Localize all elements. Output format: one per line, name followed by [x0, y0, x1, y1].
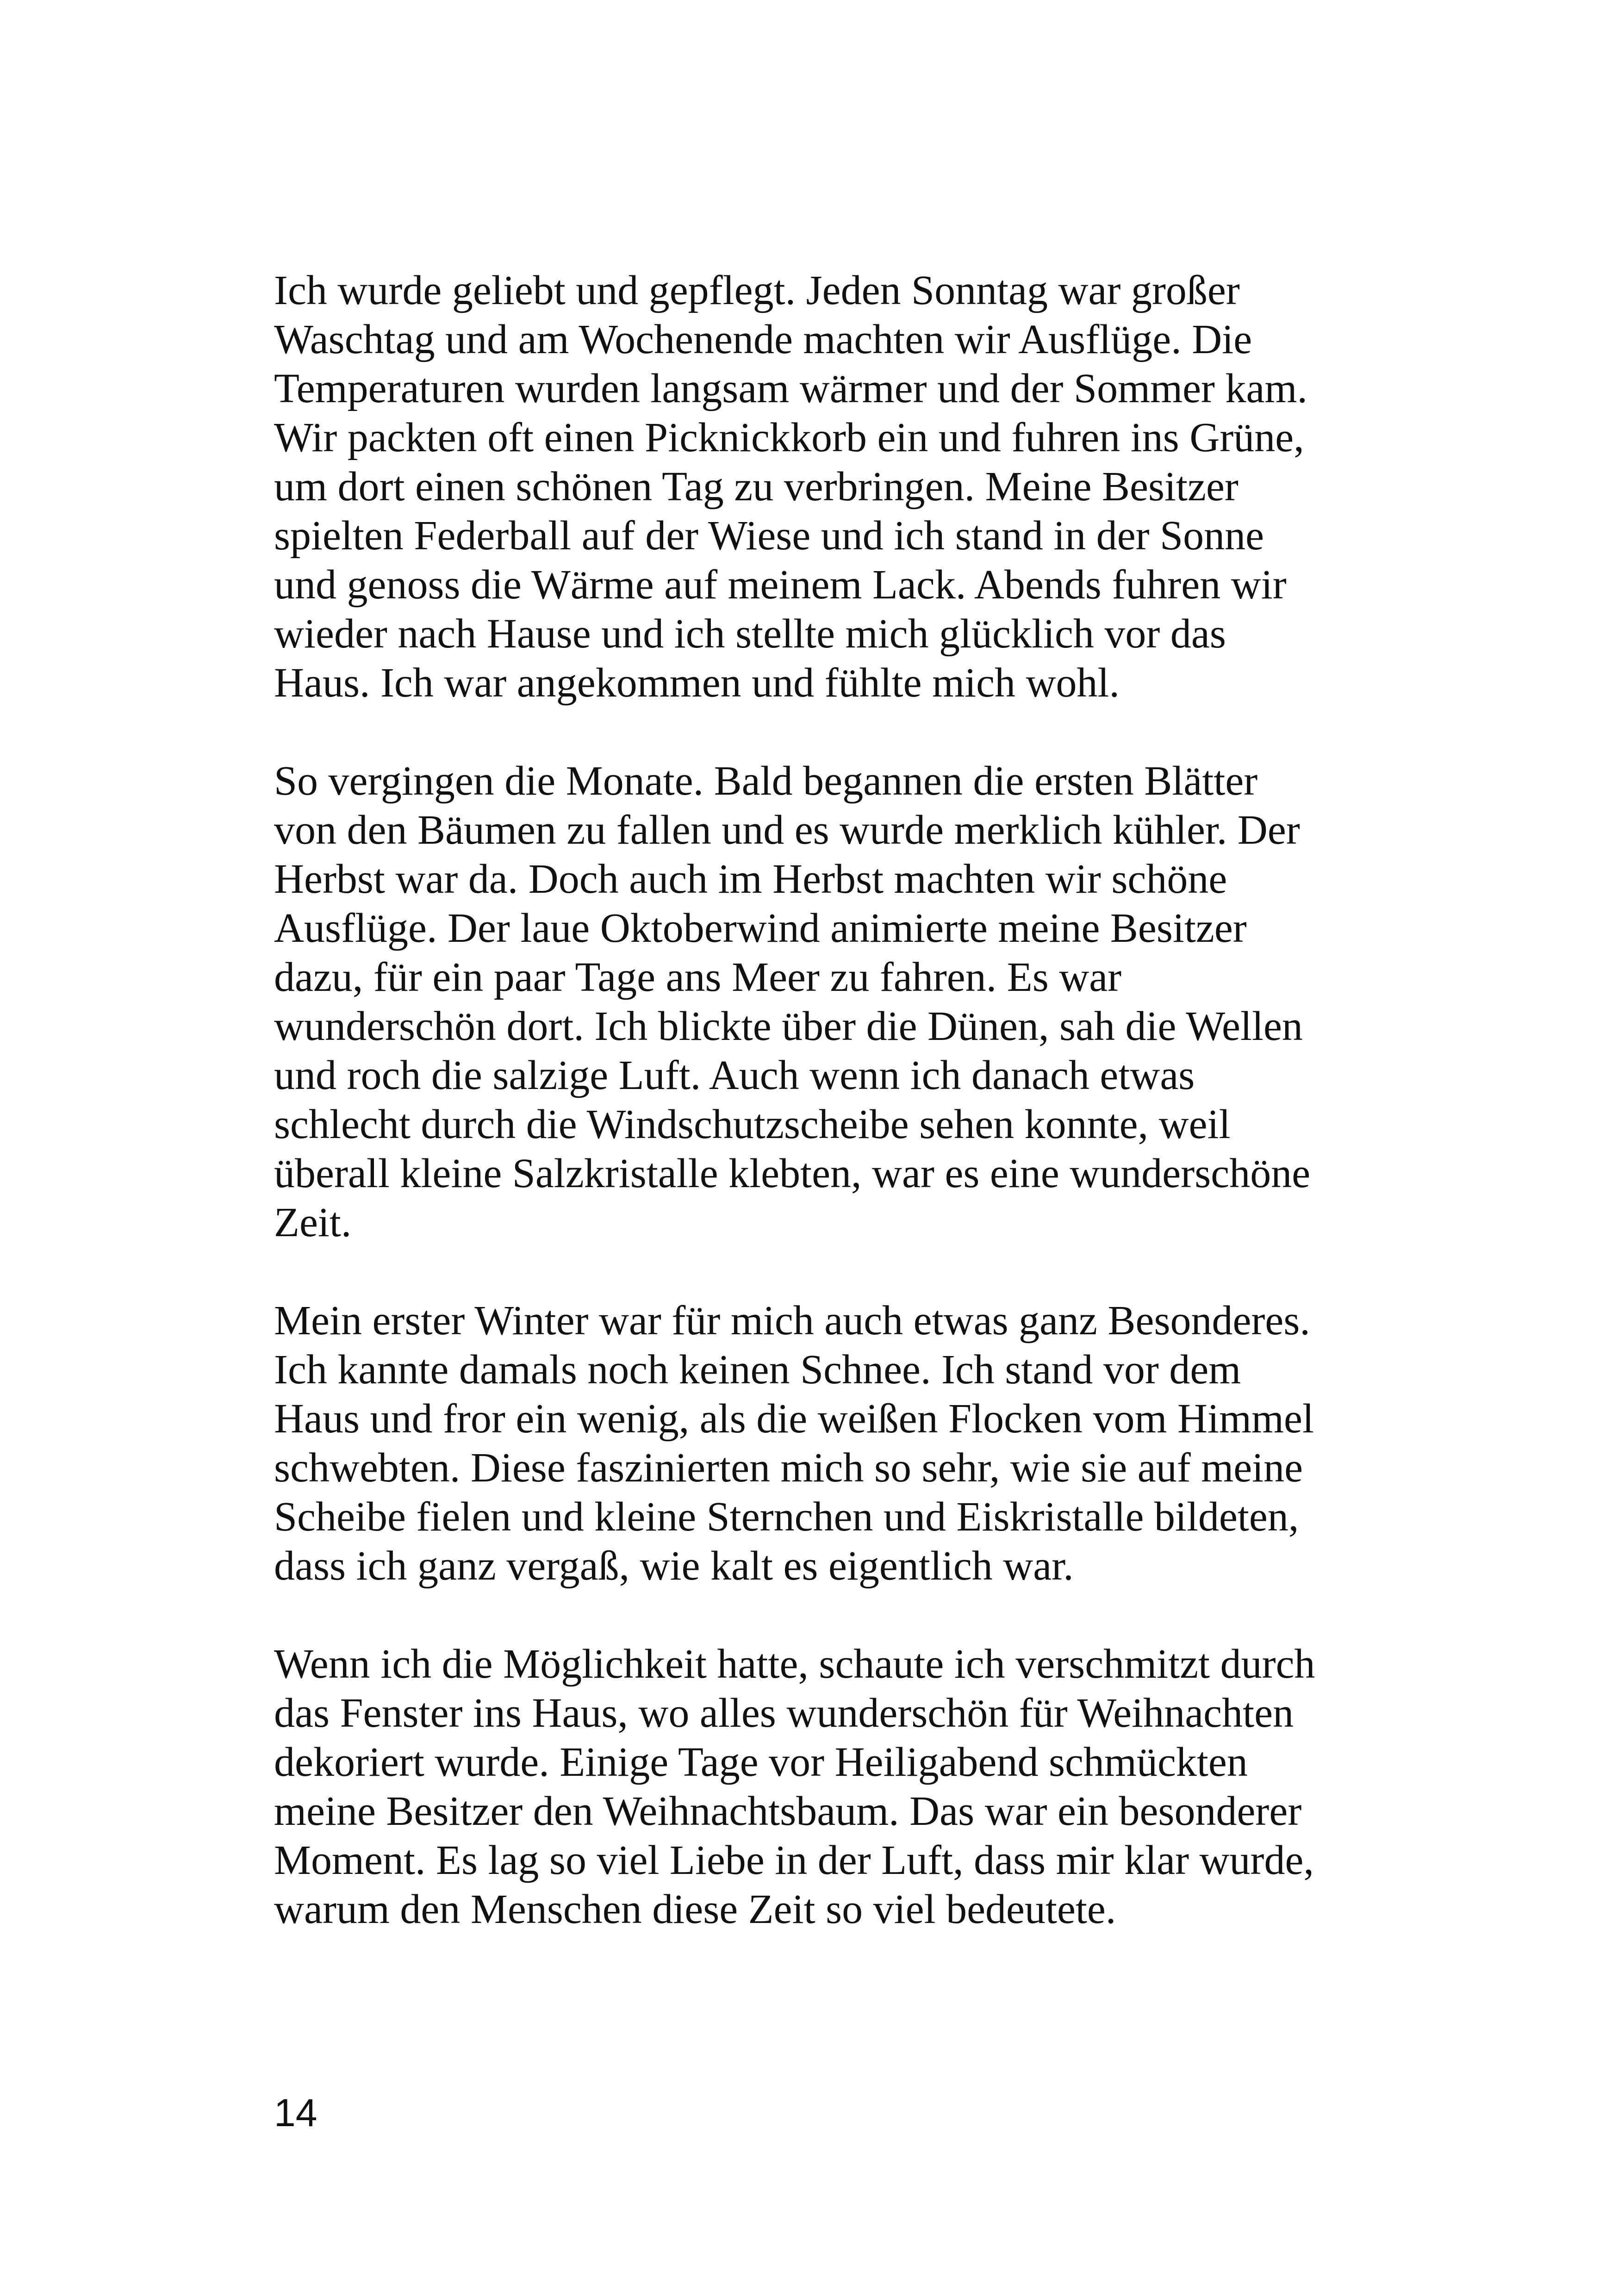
- text-line: warum den Menschen diese Zeit so viel bedeutete.: [274, 1886, 1116, 1932]
- text-line: Wir packten oft einen Picknickkorb ein und fuhren ins Grüne,: [274, 415, 1304, 460]
- body-text: [274, 266, 1375, 1934]
- text-line: dazu, für ein paar Tage ans Meer zu fahren. Es war: [274, 954, 1122, 1000]
- text-line: wunderschön dort. Ich blickte über die Dünen, sah die Wellen: [274, 1003, 1303, 1049]
- paragraph-autumn: [274, 757, 1375, 1247]
- text-line: Haus. Ich war angekommen und fühlte mich wohl.: [274, 660, 1120, 706]
- text-line: Haus und fror ein wenig, als die weißen Flocken vom Himmel: [274, 1396, 1314, 1442]
- text-line: um dort einen schönen Tag zu verbringen. Meine Besitzer: [274, 464, 1238, 510]
- text-line: schwebten. Diese faszinierten mich so sehr, wie sie auf meine: [274, 1445, 1303, 1491]
- text-line: Moment. Es lag so viel Liebe in der Luft, dass mir klar wurde,: [274, 1837, 1314, 1883]
- text-line: Zeit.: [274, 1200, 352, 1245]
- text-line: schlecht durch die Windschutzscheibe sehen konnte, weil: [274, 1101, 1231, 1147]
- text-line: Ich wurde geliebt und gepflegt. Jeden Sonntag war großer: [274, 268, 1240, 313]
- text-line: überall kleine Salzkristalle klebten, war es eine wunderschöne: [274, 1151, 1311, 1196]
- text-line: spielten Federball auf der Wiese und ich stand in der Sonne: [274, 513, 1264, 559]
- text-line: von den Bäumen zu fallen und es wurde merklich kühler. Der: [274, 807, 1300, 853]
- text-line: dass ich ganz vergaß, wie kalt es eigentlich war.: [274, 1543, 1074, 1589]
- paragraph-christmas: [274, 1640, 1375, 1934]
- text-line: Scheibe fielen und kleine Sternchen und Eiskristalle bildeten,: [274, 1494, 1299, 1540]
- text-line: dekoriert wurde. Einige Tage vor Heiligabend schmückten: [274, 1739, 1248, 1785]
- text-line: Temperaturen wurden langsam wärmer und der Sommer kam.: [274, 366, 1307, 411]
- paragraph-winter: [274, 1296, 1375, 1591]
- text-line: und genoss die Wärme auf meinem Lack. Abends fuhren wir: [274, 562, 1287, 608]
- text-line: So vergingen die Monate. Bald begannen die ersten Blätter: [274, 758, 1258, 804]
- text-line: Mein erster Winter war für mich auch etwas ganz Besonderes.: [274, 1298, 1310, 1344]
- text-line: meine Besitzer den Weihnachtsbaum. Das war ein besonderer: [274, 1788, 1302, 1834]
- text-line: Ausflüge. Der laue Oktoberwind animierte meine Besitzer: [274, 905, 1247, 951]
- text-line: Herbst war da. Doch auch im Herbst machten wir schöne: [274, 856, 1227, 902]
- text-line: Ich kannte damals noch keinen Schnee. Ich stand vor dem: [274, 1347, 1241, 1393]
- text-line: wieder nach Hause und ich stellte mich glücklich vor das: [274, 611, 1226, 657]
- text-line: das Fenster ins Haus, wo alles wunderschön für Weihnachten: [274, 1690, 1294, 1736]
- paragraph-summer: [274, 266, 1375, 708]
- text-line: Waschtag und am Wochenende machten wir Ausflüge. Die: [274, 317, 1252, 362]
- page-number: 14: [274, 2091, 317, 2134]
- text-line: und roch die salzige Luft. Auch wenn ich danach etwas: [274, 1052, 1195, 1098]
- text-line: Wenn ich die Möglichkeit hatte, schaute ich verschmitzt durch: [274, 1641, 1315, 1687]
